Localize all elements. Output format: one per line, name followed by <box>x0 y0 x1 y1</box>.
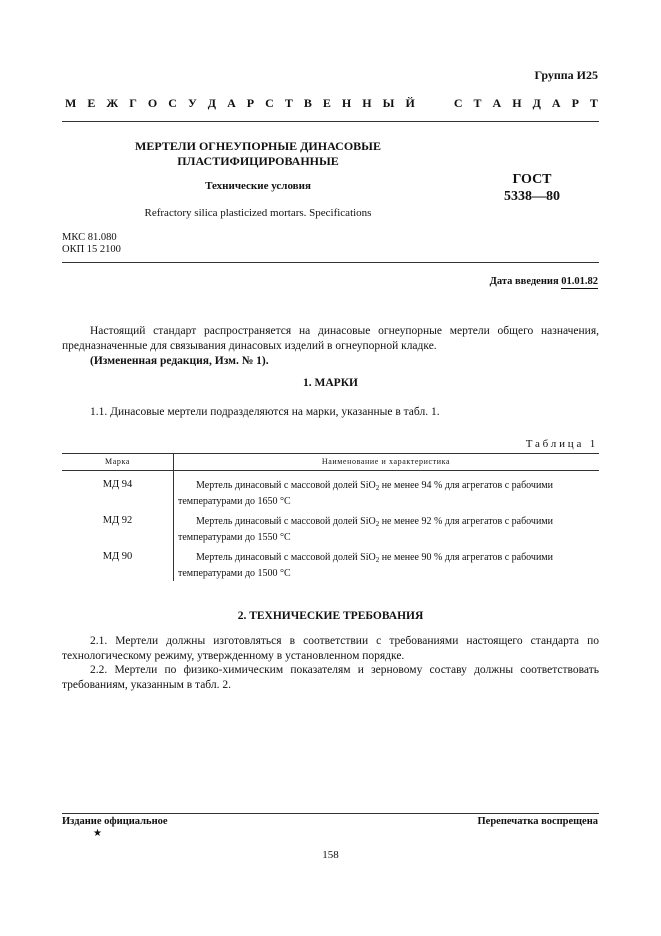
table-row-3-mark: МД 90 <box>102 551 133 562</box>
desc-subscript: 2 <box>375 520 380 528</box>
heading-letter: Р <box>571 96 579 110</box>
title-line-2: ПЛАСТИФИЦИРОВАННЫЕ <box>177 154 339 168</box>
heading-letter: С <box>265 96 274 110</box>
star-icon: ★ <box>93 828 102 839</box>
gost-designation <box>482 171 582 205</box>
desc-prefix: Мертель динасовый с массовой долей SiO <box>196 480 376 491</box>
official-edition-label: Издание официальное <box>62 816 168 827</box>
table-row-1-mark: МД 94 <box>102 479 133 490</box>
middle-divider <box>62 262 599 263</box>
heading-letter: Ж <box>106 96 119 110</box>
desc-rest: не менее 90 % для агрегатов с рабочими <box>379 552 553 563</box>
table-row-2-mark: МД 92 <box>102 515 133 526</box>
desc-line-2: температурами до 1500 °С <box>178 568 291 579</box>
heading-letter: С <box>168 96 177 110</box>
title-line-1: МЕРТЕЛИ ОГНЕУПОРНЫЕ ДИНАСОВЫЕ <box>135 139 381 153</box>
desc-subscript: 2 <box>375 484 380 492</box>
heading-letter: У <box>187 96 197 110</box>
table-header-border <box>62 470 599 471</box>
heading-letter: Н <box>341 96 352 110</box>
heading-letter: Н <box>512 96 522 110</box>
footer-divider <box>62 813 599 814</box>
table-1-title: Таблица 1 <box>525 438 598 450</box>
english-title: Refractory silica plasticized mortars. Specifications <box>144 207 372 219</box>
section-2-paragraph-1: 2.1. Мертели должны изготовляться в соответствии с требованиями настоящего стандарта по технологическому режиму, утвержденному в установленном порядке. <box>62 635 599 662</box>
table-top-border <box>62 453 599 454</box>
document-subtitle: Технические условия <box>205 180 311 192</box>
section-2-paragraph-2: 2.2. Мертели по физико-химическим показателям и зерновому составу должны соответствовать требованиям, указанным в табл. 2. <box>62 664 599 691</box>
desc-prefix: Мертель динасовый с массовой долей SiO <box>196 552 376 563</box>
heading-letter: Т <box>473 96 482 110</box>
heading-letter: В <box>303 96 312 110</box>
table-row-2-description <box>178 515 598 544</box>
heading-letter: С <box>453 96 463 110</box>
heading-letter: Т <box>284 96 293 110</box>
classification-codes <box>62 232 121 256</box>
desc-rest: не менее 92 % для агрегатов с рабочими <box>379 516 553 527</box>
desc-prefix: Мертель динасовый с массовой долей SiO <box>196 516 376 527</box>
heading-letter: Д <box>207 96 217 110</box>
desc-line-2: температурами до 1550 °С <box>178 532 291 543</box>
date-value: 01.01.82 <box>561 276 598 287</box>
table-header-mark: Марка <box>105 457 130 466</box>
table-row-3-description <box>178 551 598 580</box>
desc-line-2: температурами до 1650 °С <box>178 496 291 507</box>
heading-letter: А <box>227 96 236 110</box>
heading-letter: Д <box>532 96 541 110</box>
page-number: 158 <box>322 849 339 861</box>
heading-letter: Р <box>246 96 255 110</box>
reprint-prohibited-label: Перепечатка воспрещена <box>477 816 598 827</box>
interstate-standard-heading <box>65 96 598 111</box>
table-row-1-description <box>178 479 598 508</box>
heading-letter: О <box>147 96 158 110</box>
heading-letter: Т <box>589 96 598 110</box>
gost-label: ГОСТ <box>512 172 552 187</box>
heading-letter <box>440 96 443 111</box>
intro-paragraph <box>62 324 599 369</box>
table-column-divider <box>173 453 174 581</box>
top-divider <box>62 121 599 122</box>
heading-letter: А <box>551 96 561 110</box>
mks-code: МКС 81.080 <box>62 232 117 243</box>
heading-letter: М <box>65 96 77 110</box>
section-1-heading: 1. МАРКИ <box>303 377 358 389</box>
date-label: Дата введения <box>489 276 559 287</box>
gost-number: 5338—80 <box>504 189 560 204</box>
heading-letter: Г <box>129 96 137 110</box>
heading-letter: Е <box>87 96 96 110</box>
okp-code: ОКП 15 2100 <box>62 244 121 255</box>
intro-text: Настоящий стандарт распространяется на динасовые огнеупорные мертели общего назначения, предназначенные для связывания динасовых изделий в огнеупорной кладке. <box>62 325 599 352</box>
heading-letter <box>426 96 429 111</box>
desc-rest: не менее 94 % для агрегатов с рабочими <box>379 480 553 491</box>
section-1-paragraph: 1.1. Динасовые мертели подразделяются на марки, указанные в табл. 1. <box>90 406 440 418</box>
heading-letter: А <box>492 96 502 110</box>
document-title <box>62 139 454 169</box>
heading-letter: Й <box>405 96 415 110</box>
heading-letter: Е <box>322 96 331 110</box>
heading-letter: Н <box>362 96 372 110</box>
group-code: Группа И25 <box>534 68 598 82</box>
introduction-date <box>490 276 598 287</box>
intro-amendment: (Измененная редакция, Изм. № 1). <box>90 355 269 367</box>
desc-subscript: 2 <box>375 556 380 564</box>
heading-letter: Ы <box>382 96 395 110</box>
section-2-heading: 2. ТЕХНИЧЕСКИЕ ТРЕБОВАНИЯ <box>237 610 424 622</box>
table-header-description: Наименование и характеристика <box>321 457 451 466</box>
